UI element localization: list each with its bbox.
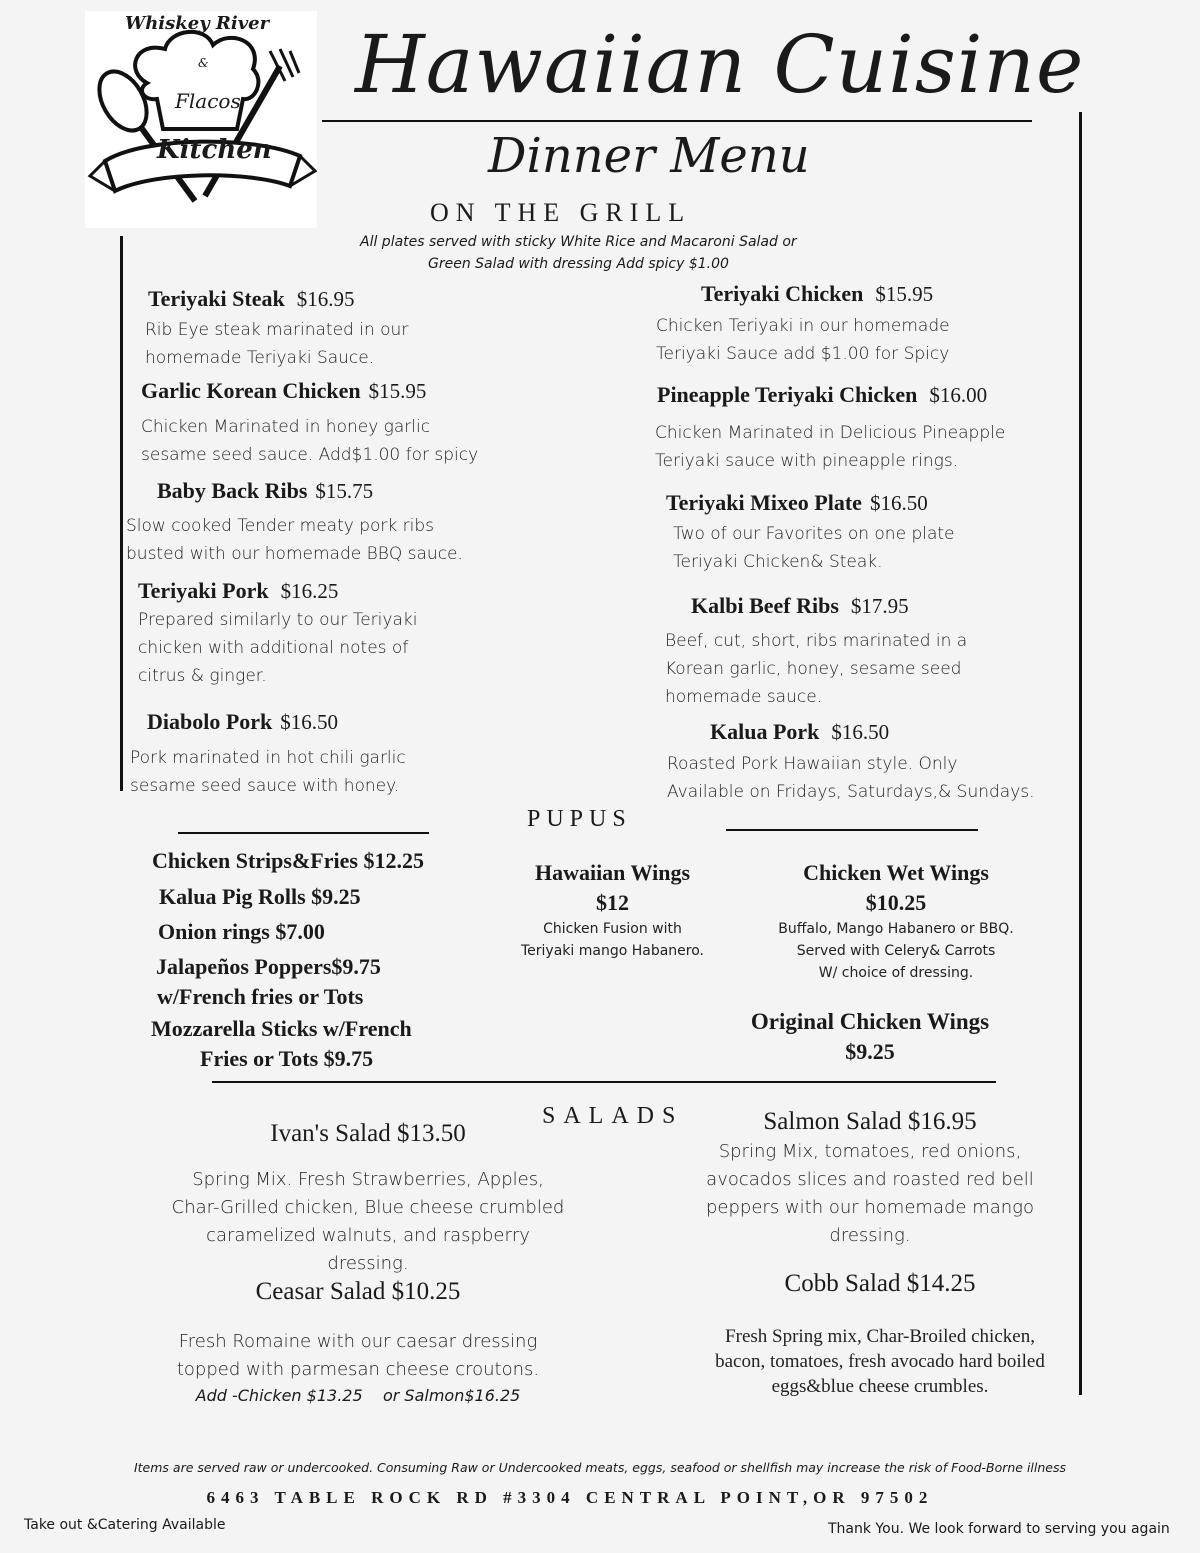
pupus-hawaiian-wings <box>490 860 735 962</box>
item-desc: Fresh Romaine with our caesar dressing topped with parmesan cheese croutons. <box>176 1331 540 1380</box>
item-price: $16.00 <box>929 383 988 407</box>
logo-line1: Whiskey River <box>125 13 270 34</box>
item-name: Chicken Wet Wings <box>803 860 989 885</box>
item-name: Kalbi Beef Ribs <box>691 593 839 618</box>
item-desc: Fresh Spring mix, Char-Broiled chicken, bacon, tomatoes, fresh avocado hard boiled eggs&blue cheese crumbles. <box>715 1326 1045 1397</box>
item-name: Diabolo Pork <box>147 709 273 734</box>
item-price: $16.25 <box>280 579 339 603</box>
pupus-list-item: Mozzarella Sticks w/French <box>151 1016 412 1041</box>
pupus-list-item: Onion rings $7.00 <box>158 919 325 944</box>
food-safety-disclaimer: Items are served raw or undercooked. Consuming Raw or Undercooked meats, eggs, seafood or shellfish may increase the risk of Food-Borne illness <box>133 1460 1067 1475</box>
item-name: Ceasar Salad $10.25 <box>255 1278 461 1305</box>
pupus-heading: PUPUS <box>527 806 632 832</box>
grill-item-teriyaki-pork <box>138 578 338 604</box>
pupus-list-item: Fries or Tots $9.75 <box>200 1046 374 1071</box>
salads-rule <box>212 1081 996 1083</box>
thank-you-note: Thank You. We look forward to serving you again <box>828 1521 1170 1537</box>
pupus-list-item: Kalua Pig Rolls $9.25 <box>159 884 361 909</box>
title-underline <box>322 120 1032 122</box>
item-name: Teriyaki Pork <box>138 578 269 603</box>
salad-cobb <box>700 1270 1060 1399</box>
item-name: Pineapple Teriyaki Chicken <box>657 382 918 407</box>
grill-item-garlic-korean-chicken <box>141 378 426 404</box>
left-vertical-rule <box>120 236 123 791</box>
item-name: Teriyaki Mixeo Plate <box>666 490 862 515</box>
menu-title: Hawaiian Cuisine <box>355 18 1085 111</box>
item-name: Cobb Salad $14.25 <box>784 1270 976 1297</box>
pupus-original-chicken-wings <box>720 1009 1020 1065</box>
pupus-rule-right <box>726 829 978 831</box>
grill-note-line2: Green Salad with dressing Add spicy $1.00 <box>428 256 729 272</box>
menu-subtitle: Dinner Menu <box>488 128 810 184</box>
item-desc: Prepared similarly to our Teriyaki chicken with additional notes of citrus & ginger. <box>138 610 418 686</box>
item-desc: Two of our Favorites on one plate Teriyaki Chicken& Steak. <box>673 524 955 572</box>
right-vertical-rule <box>1079 112 1082 1395</box>
item-desc: Chicken Fusion with <box>543 921 682 937</box>
grill-item-baby-back-ribs <box>157 478 373 504</box>
item-name: Salmon Salad $16.95 <box>763 1108 977 1135</box>
item-desc: Spring Mix. Fresh Strawberries, Apples, Char-Grilled chicken, Blue cheese crumbled caramelized walnuts, and raspberry dressing. <box>171 1169 565 1274</box>
grill-item-teriyaki-steak <box>148 286 354 312</box>
salad-add-ons: Add -Chicken $13.25 or Salmon$16.25 <box>195 1386 521 1405</box>
item-desc: Chicken Teriyaki in our homemade Teriyaki Sauce add $1.00 for Spicy <box>656 316 950 364</box>
item-name: Garlic Korean Chicken <box>141 378 361 403</box>
pupus-chicken-wet-wings <box>756 860 1036 984</box>
item-name: Hawaiian Wings <box>534 860 691 885</box>
item-desc: Spring Mix, tomatoes, red onions, avocados slices and roasted red bell peppers with our homemade mango dressing. <box>706 1141 1034 1246</box>
item-price: $10.25 <box>865 890 927 915</box>
item-price: $16.95 <box>296 287 355 311</box>
item-name: Original Chicken Wings <box>750 1009 990 1034</box>
item-desc: Served with Celery& Carrots <box>796 943 996 959</box>
item-name: Teriyaki Steak <box>148 286 285 311</box>
grill-item-diabolo-pork <box>147 709 338 735</box>
item-price: $16.50 <box>831 720 890 744</box>
logo <box>85 11 317 228</box>
grill-item-pineapple-teriyaki-chicken <box>657 382 987 408</box>
grill-item-teriyaki-chicken <box>701 281 933 307</box>
item-name: Teriyaki Chicken <box>701 281 864 306</box>
logo-line2: Flacos <box>175 89 241 113</box>
grill-item-teriyaki-mixeo-plate <box>666 490 928 516</box>
salad-ceasar <box>150 1278 566 1405</box>
item-price: $12 <box>596 890 629 915</box>
item-desc: W/ choice of dressing. <box>818 965 974 981</box>
grill-item-kalua-pork <box>710 719 889 745</box>
item-name: Ivan's Salad $13.50 <box>270 1120 466 1147</box>
grill-note-line1: All plates served with sticky White Rice and Macaroni Salad or <box>360 234 797 250</box>
item-desc: Rib Eye steak marinated in our homemade Teriyaki Sauce. <box>145 320 409 368</box>
item-price: $16.50 <box>869 491 928 515</box>
item-desc: Roasted Pork Hawaiian style. Only Available on Fridays, Saturdays,& Sundays. <box>667 754 1035 802</box>
item-price: $17.95 <box>850 594 909 618</box>
salad-salmon <box>690 1108 1050 1250</box>
salads-heading: SALADS <box>542 1103 684 1129</box>
chef-hat-utensils-icon <box>85 11 317 228</box>
pupus-list-item: w/French fries or Tots <box>157 984 364 1009</box>
item-price: $15.75 <box>315 479 374 503</box>
item-price: $16.50 <box>280 710 339 734</box>
takeout-note: Take out &Catering Available <box>24 1517 226 1533</box>
item-price: $15.95 <box>875 282 934 306</box>
item-desc: Teriyaki mango Habanero. <box>520 943 704 959</box>
item-desc: Chicken Marinated in Delicious Pineapple Teriyaki sauce with pineapple rings. <box>655 423 1006 471</box>
restaurant-address: 6463 TABLE ROCK RD #3304 CENTRAL POINT,OR 97502 <box>206 1488 934 1507</box>
pupus-rule-left <box>178 832 429 834</box>
item-desc: Chicken Marinated in honey garlic sesame seed sauce. Add$1.00 for spicy <box>141 417 479 465</box>
grill-item-kalbi-beef-ribs <box>691 593 909 619</box>
item-desc: Pork marinated in hot chili garlic sesame seed sauce with honey. <box>130 748 406 796</box>
item-price: $9.25 <box>845 1039 895 1064</box>
item-name: Kalua Pork <box>710 719 820 744</box>
logo-amp: & <box>198 56 209 70</box>
item-price: $15.95 <box>368 379 427 403</box>
item-name: Baby Back Ribs <box>157 478 308 503</box>
grill-heading: ON THE GRILL <box>430 198 692 227</box>
pupus-list-item: Chicken Strips&Fries $12.25 <box>152 848 424 873</box>
salad-ivans <box>160 1120 576 1278</box>
item-desc: Buffalo, Mango Habanero or BBQ. <box>778 921 1014 937</box>
item-desc: Beef, cut, short, ribs marinated in a Korean garlic, honey, sesame seed homemade sauce. <box>665 631 968 707</box>
logo-line3: Kitchen <box>157 135 272 165</box>
item-desc: Slow cooked Tender meaty pork ribs busted with our homemade BBQ sauce. <box>126 516 463 564</box>
pupus-list-item: Jalapeños Poppers$9.75 <box>156 954 381 979</box>
